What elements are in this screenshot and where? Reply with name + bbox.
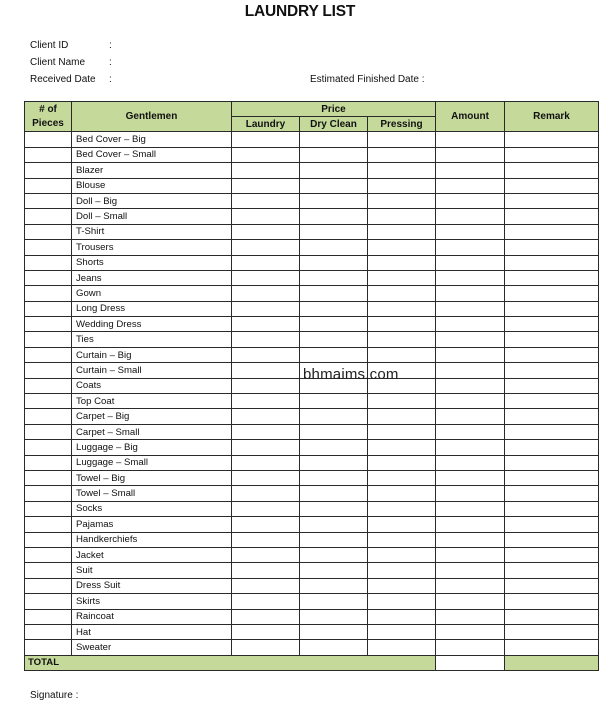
total-row: [25, 655, 599, 670]
remark-cell[interactable]: [505, 532, 599, 547]
remark-cell[interactable]: [505, 317, 599, 332]
pieces-cell[interactable]: [25, 378, 72, 393]
pressing-price-cell[interactable]: [368, 193, 436, 208]
laundry-price-cell[interactable]: [232, 147, 300, 162]
item-name-cell: Curtain – Big: [72, 347, 232, 362]
dry-clean-price-cell[interactable]: [300, 486, 368, 501]
item-name-cell: Shorts: [72, 255, 232, 270]
item-name-cell: Socks: [72, 501, 232, 516]
pieces-cell[interactable]: [25, 394, 72, 409]
pressing-price-cell[interactable]: [368, 332, 436, 347]
pressing-price-cell[interactable]: [368, 609, 436, 624]
table-row: [25, 363, 599, 378]
pieces-cell[interactable]: [25, 578, 72, 593]
laundry-price-cell[interactable]: [232, 563, 300, 578]
pressing-price-cell[interactable]: [368, 424, 436, 439]
pieces-cell[interactable]: [25, 424, 72, 439]
pressing-price-cell[interactable]: [368, 624, 436, 639]
pieces-cell[interactable]: [25, 363, 72, 378]
laundry-price-cell[interactable]: [232, 163, 300, 178]
pieces-header: [25, 102, 72, 132]
item-name-cell: Hat: [72, 624, 232, 639]
pressing-price-cell[interactable]: [368, 255, 436, 270]
amount-cell[interactable]: [436, 470, 505, 485]
dry-clean-price-cell[interactable]: [300, 440, 368, 455]
amount-cell[interactable]: [436, 624, 505, 639]
pieces-cell[interactable]: [25, 624, 72, 639]
dry-clean-price-cell[interactable]: [300, 394, 368, 409]
gentlemen-header: Gentlemen: [72, 102, 232, 132]
dry-clean-price-cell[interactable]: [300, 424, 368, 439]
laundry-price-cell[interactable]: [232, 609, 300, 624]
item-name-cell: Top Coat: [72, 394, 232, 409]
table-row: [25, 470, 599, 485]
laundry-header: Laundry: [232, 117, 300, 132]
estimated-finished-date-label: Estimated Finished Date :: [310, 74, 425, 85]
header-row-1: [25, 102, 599, 117]
laundry-price-cell[interactable]: [232, 517, 300, 532]
amount-cell[interactable]: [436, 455, 505, 470]
remark-header: Remark: [505, 102, 599, 132]
remark-cell[interactable]: [505, 209, 599, 224]
remark-cell[interactable]: [505, 517, 599, 532]
laundry-price-cell[interactable]: [232, 286, 300, 301]
dry-clean-price-cell[interactable]: [300, 609, 368, 624]
client-name-label: Client Name: [30, 57, 86, 68]
table-row: [25, 347, 599, 362]
amount-cell[interactable]: [436, 394, 505, 409]
table-row: [25, 455, 599, 470]
amount-cell[interactable]: [436, 347, 505, 362]
pieces-cell[interactable]: [25, 255, 72, 270]
table-row: [25, 501, 599, 516]
remark-cell[interactable]: [505, 255, 599, 270]
received-date-colon: :: [109, 74, 112, 85]
pressing-price-cell[interactable]: [368, 501, 436, 516]
item-name-cell: Long Dress: [72, 301, 232, 316]
pressing-price-cell[interactable]: [368, 470, 436, 485]
laundry-price-cell[interactable]: [232, 640, 300, 655]
dry-clean-price-cell[interactable]: [300, 594, 368, 609]
remark-cell[interactable]: [505, 347, 599, 362]
pieces-cell[interactable]: [25, 209, 72, 224]
item-name-cell: Doll – Big: [72, 193, 232, 208]
remark-cell[interactable]: [505, 394, 599, 409]
pressing-price-cell[interactable]: [368, 224, 436, 239]
item-name-cell: Trousers: [72, 240, 232, 255]
table-row: [25, 193, 599, 208]
remark-cell[interactable]: [505, 624, 599, 639]
received-date-label: Received Date: [30, 74, 96, 85]
laundry-price-cell[interactable]: [232, 594, 300, 609]
amount-cell[interactable]: [436, 594, 505, 609]
amount-cell[interactable]: [436, 209, 505, 224]
remark-cell[interactable]: [505, 409, 599, 424]
watermark: bhmaims.com: [303, 366, 399, 383]
dry-clean-price-cell[interactable]: [300, 317, 368, 332]
total-amount-cell[interactable]: [436, 655, 505, 670]
item-name-cell: Doll – Small: [72, 209, 232, 224]
table-row: [25, 240, 599, 255]
pressing-price-cell[interactable]: [368, 163, 436, 178]
pressing-price-cell[interactable]: [368, 378, 436, 393]
remark-cell[interactable]: [505, 609, 599, 624]
dry-clean-price-cell[interactable]: [300, 270, 368, 285]
item-name-cell: Luggage – Small: [72, 455, 232, 470]
item-name-cell: Pajamas: [72, 517, 232, 532]
laundry-price-cell[interactable]: [232, 424, 300, 439]
client-id-colon: :: [109, 40, 112, 51]
dry-clean-price-cell[interactable]: [300, 209, 368, 224]
table-row: [25, 424, 599, 439]
pressing-price-cell[interactable]: [368, 594, 436, 609]
remark-cell[interactable]: [505, 563, 599, 578]
dry-clean-price-cell[interactable]: [300, 147, 368, 162]
document-title: LAUNDRY LIST: [244, 3, 356, 20]
amount-cell[interactable]: [436, 424, 505, 439]
dry-clean-price-cell[interactable]: [300, 470, 368, 485]
pressing-price-cell[interactable]: [368, 317, 436, 332]
laundry-table: [24, 101, 599, 671]
item-name-cell: Ties: [72, 332, 232, 347]
item-name-cell: Sweater: [72, 640, 232, 655]
pressing-price-cell[interactable]: [368, 547, 436, 562]
pressing-price-cell[interactable]: [368, 363, 436, 378]
pressing-price-cell[interactable]: [368, 409, 436, 424]
table-row: [25, 640, 599, 655]
pieces-cell[interactable]: [25, 224, 72, 239]
table-row: [25, 301, 599, 316]
amount-cell[interactable]: [436, 286, 505, 301]
item-name-cell: Wedding Dress: [72, 317, 232, 332]
dry-clean-price-cell[interactable]: [300, 163, 368, 178]
dry-clean-price-cell[interactable]: [300, 378, 368, 393]
laundry-price-cell[interactable]: [232, 547, 300, 562]
laundry-price-cell[interactable]: [232, 455, 300, 470]
pieces-cell[interactable]: [25, 640, 72, 655]
amount-cell[interactable]: [436, 301, 505, 316]
pieces-cell[interactable]: [25, 501, 72, 516]
remark-cell[interactable]: [505, 332, 599, 347]
pieces-cell[interactable]: [25, 270, 72, 285]
item-name-cell: Coats: [72, 378, 232, 393]
pieces-cell[interactable]: [25, 240, 72, 255]
laundry-price-cell[interactable]: [232, 317, 300, 332]
pieces-cell[interactable]: [25, 547, 72, 562]
remark-cell[interactable]: [505, 193, 599, 208]
dry-clean-price-cell[interactable]: [300, 578, 368, 593]
dry-clean-price-cell[interactable]: [300, 501, 368, 516]
dry-clean-price-cell[interactable]: [300, 224, 368, 239]
laundry-price-cell[interactable]: [232, 440, 300, 455]
item-name-cell: Bed Cover – Big: [72, 132, 232, 147]
laundry-price-cell[interactable]: [232, 486, 300, 501]
dry-clean-price-cell[interactable]: [300, 547, 368, 562]
item-name-cell: Bed Cover – Small: [72, 147, 232, 162]
remark-cell[interactable]: [505, 147, 599, 162]
item-name-cell: Handkerchiefs: [72, 532, 232, 547]
remark-cell[interactable]: [505, 378, 599, 393]
remark-cell[interactable]: [505, 455, 599, 470]
pieces-cell[interactable]: [25, 409, 72, 424]
pieces-cell[interactable]: [25, 147, 72, 162]
pieces-header-line2: Pieces: [32, 117, 64, 129]
amount-cell[interactable]: [436, 517, 505, 532]
client-id-label: Client ID: [30, 40, 69, 51]
signature-label: Signature :: [30, 690, 79, 701]
dry-clean-price-cell[interactable]: [300, 240, 368, 255]
laundry-price-cell[interactable]: [232, 578, 300, 593]
pieces-cell[interactable]: [25, 563, 72, 578]
dry-clean-price-cell[interactable]: [300, 532, 368, 547]
pieces-cell[interactable]: [25, 286, 72, 301]
remark-cell[interactable]: [505, 270, 599, 285]
amount-cell[interactable]: [436, 270, 505, 285]
remark-cell[interactable]: [505, 163, 599, 178]
item-name-cell: Curtain – Small: [72, 363, 232, 378]
table-row: [25, 317, 599, 332]
remark-cell[interactable]: [505, 547, 599, 562]
remark-cell[interactable]: [505, 301, 599, 316]
amount-cell[interactable]: [436, 486, 505, 501]
pieces-cell[interactable]: [25, 347, 72, 362]
item-name-cell: Raincoat: [72, 609, 232, 624]
remark-cell[interactable]: [505, 501, 599, 516]
laundry-price-cell[interactable]: [232, 394, 300, 409]
remark-cell[interactable]: [505, 470, 599, 485]
laundry-price-cell[interactable]: [232, 624, 300, 639]
table-row: [25, 332, 599, 347]
amount-cell[interactable]: [436, 132, 505, 147]
laundry-price-cell[interactable]: [232, 378, 300, 393]
pieces-cell[interactable]: [25, 486, 72, 501]
pieces-cell[interactable]: [25, 317, 72, 332]
total-remark-cell: [505, 655, 599, 670]
amount-cell[interactable]: [436, 547, 505, 562]
pieces-cell[interactable]: [25, 455, 72, 470]
dry-clean-price-cell[interactable]: [300, 363, 368, 378]
amount-cell[interactable]: [436, 363, 505, 378]
remark-cell[interactable]: [505, 424, 599, 439]
remark-cell[interactable]: [505, 286, 599, 301]
item-name-cell: Towel – Big: [72, 470, 232, 485]
table-row: [25, 609, 599, 624]
amount-cell[interactable]: [436, 501, 505, 516]
laundry-price-cell[interactable]: [232, 193, 300, 208]
remark-cell[interactable]: [505, 578, 599, 593]
remark-cell[interactable]: [505, 178, 599, 193]
dry-clean-price-cell[interactable]: [300, 286, 368, 301]
total-label: TOTAL: [25, 655, 436, 670]
remark-cell[interactable]: [505, 224, 599, 239]
laundry-price-cell[interactable]: [232, 332, 300, 347]
pressing-price-cell[interactable]: [368, 486, 436, 501]
table-row: [25, 394, 599, 409]
item-name-cell: Blouse: [72, 178, 232, 193]
pressing-price-cell[interactable]: [368, 132, 436, 147]
dry-clean-price-cell[interactable]: [300, 132, 368, 147]
amount-cell[interactable]: [436, 240, 505, 255]
dry-clean-price-cell[interactable]: [300, 332, 368, 347]
item-rows: [25, 132, 599, 655]
table-row: [25, 578, 599, 593]
amount-cell[interactable]: [436, 640, 505, 655]
pieces-cell[interactable]: [25, 532, 72, 547]
amount-cell[interactable]: [436, 578, 505, 593]
pieces-cell[interactable]: [25, 594, 72, 609]
pieces-cell[interactable]: [25, 178, 72, 193]
pressing-price-cell[interactable]: [368, 563, 436, 578]
amount-cell[interactable]: [436, 332, 505, 347]
pieces-cell[interactable]: [25, 470, 72, 485]
amount-cell[interactable]: [436, 317, 505, 332]
amount-cell[interactable]: [436, 609, 505, 624]
dry-clean-price-cell[interactable]: [300, 178, 368, 193]
laundry-price-cell[interactable]: [232, 132, 300, 147]
amount-cell[interactable]: [436, 255, 505, 270]
table-row: [25, 378, 599, 393]
pressing-price-cell[interactable]: [368, 209, 436, 224]
item-name-cell: T-Shirt: [72, 224, 232, 239]
laundry-price-cell[interactable]: [232, 347, 300, 362]
table-row: [25, 594, 599, 609]
laundry-price-cell[interactable]: [232, 270, 300, 285]
table-row: [25, 147, 599, 162]
amount-cell[interactable]: [436, 163, 505, 178]
remark-cell[interactable]: [505, 240, 599, 255]
pressing-price-cell[interactable]: [368, 301, 436, 316]
pieces-header-line1: # of: [39, 103, 57, 115]
laundry-price-cell[interactable]: [232, 178, 300, 193]
pressing-price-cell[interactable]: [368, 640, 436, 655]
pressing-price-cell[interactable]: [368, 347, 436, 362]
remark-cell[interactable]: [505, 132, 599, 147]
table-row: [25, 624, 599, 639]
item-name-cell: Jacket: [72, 547, 232, 562]
dry-clean-price-cell[interactable]: [300, 455, 368, 470]
table-row: [25, 163, 599, 178]
table-row: [25, 286, 599, 301]
pieces-cell[interactable]: [25, 332, 72, 347]
item-name-cell: Dress Suit: [72, 578, 232, 593]
table-row: [25, 132, 599, 147]
table-row: [25, 517, 599, 532]
pieces-cell[interactable]: [25, 193, 72, 208]
pieces-cell[interactable]: [25, 301, 72, 316]
dry-clean-price-cell[interactable]: [300, 517, 368, 532]
amount-cell[interactable]: [436, 409, 505, 424]
pressing-price-cell[interactable]: [368, 286, 436, 301]
laundry-price-cell[interactable]: [232, 301, 300, 316]
pressing-price-cell[interactable]: [368, 517, 436, 532]
item-name-cell: Carpet – Small: [72, 424, 232, 439]
item-name-cell: Carpet – Big: [72, 409, 232, 424]
amount-cell[interactable]: [436, 378, 505, 393]
pressing-price-cell[interactable]: [368, 578, 436, 593]
laundry-price-cell[interactable]: [232, 363, 300, 378]
item-name-cell: Jeans: [72, 270, 232, 285]
table-row: [25, 486, 599, 501]
table-row: [25, 224, 599, 239]
table-row: [25, 409, 599, 424]
remark-cell[interactable]: [505, 440, 599, 455]
laundry-price-cell[interactable]: [232, 470, 300, 485]
pressing-price-cell[interactable]: [368, 178, 436, 193]
remark-cell[interactable]: [505, 640, 599, 655]
laundry-price-cell[interactable]: [232, 409, 300, 424]
dry-clean-price-cell[interactable]: [300, 563, 368, 578]
table-row: [25, 209, 599, 224]
amount-cell[interactable]: [436, 224, 505, 239]
dry-clean-price-cell[interactable]: [300, 255, 368, 270]
laundry-price-cell[interactable]: [232, 501, 300, 516]
amount-cell[interactable]: [436, 532, 505, 547]
table-row: [25, 547, 599, 562]
pieces-cell[interactable]: [25, 163, 72, 178]
pressing-price-cell[interactable]: [368, 270, 436, 285]
table-row: [25, 178, 599, 193]
amount-header: Amount: [436, 102, 505, 132]
pieces-cell[interactable]: [25, 440, 72, 455]
laundry-price-cell[interactable]: [232, 209, 300, 224]
pressing-price-cell[interactable]: [368, 394, 436, 409]
item-name-cell: Gown: [72, 286, 232, 301]
item-name-cell: Luggage – Big: [72, 440, 232, 455]
pressing-price-cell[interactable]: [368, 240, 436, 255]
pieces-cell[interactable]: [25, 609, 72, 624]
dry-clean-header: Dry Clean: [300, 117, 368, 132]
item-name-cell: Skirts: [72, 594, 232, 609]
pieces-cell[interactable]: [25, 132, 72, 147]
item-name-cell: Blazer: [72, 163, 232, 178]
laundry-price-cell[interactable]: [232, 255, 300, 270]
remark-cell[interactable]: [505, 486, 599, 501]
pressing-price-cell[interactable]: [368, 455, 436, 470]
remark-cell[interactable]: [505, 363, 599, 378]
client-name-colon: :: [109, 57, 112, 68]
remark-cell[interactable]: [505, 594, 599, 609]
pieces-cell[interactable]: [25, 517, 72, 532]
table-row: [25, 270, 599, 285]
pressing-price-cell[interactable]: [368, 147, 436, 162]
amount-cell[interactable]: [436, 193, 505, 208]
item-name-cell: Suit: [72, 563, 232, 578]
dry-clean-price-cell[interactable]: [300, 193, 368, 208]
table-row: [25, 532, 599, 547]
amount-cell[interactable]: [436, 563, 505, 578]
amount-cell[interactable]: [436, 440, 505, 455]
dry-clean-price-cell[interactable]: [300, 301, 368, 316]
pressing-price-cell[interactable]: [368, 532, 436, 547]
dry-clean-price-cell[interactable]: [300, 409, 368, 424]
amount-cell[interactable]: [436, 147, 505, 162]
laundry-price-cell[interactable]: [232, 532, 300, 547]
table-row: [25, 563, 599, 578]
item-name-cell: Towel – Small: [72, 486, 232, 501]
laundry-price-cell[interactable]: [232, 240, 300, 255]
dry-clean-price-cell[interactable]: [300, 640, 368, 655]
pressing-header: Pressing: [368, 117, 436, 132]
laundry-price-cell[interactable]: [232, 224, 300, 239]
table-row: [25, 440, 599, 455]
amount-cell[interactable]: [436, 178, 505, 193]
price-header: Price: [232, 102, 436, 117]
dry-clean-price-cell[interactable]: [300, 624, 368, 639]
table-row: [25, 255, 599, 270]
pressing-price-cell[interactable]: [368, 440, 436, 455]
dry-clean-price-cell[interactable]: [300, 347, 368, 362]
